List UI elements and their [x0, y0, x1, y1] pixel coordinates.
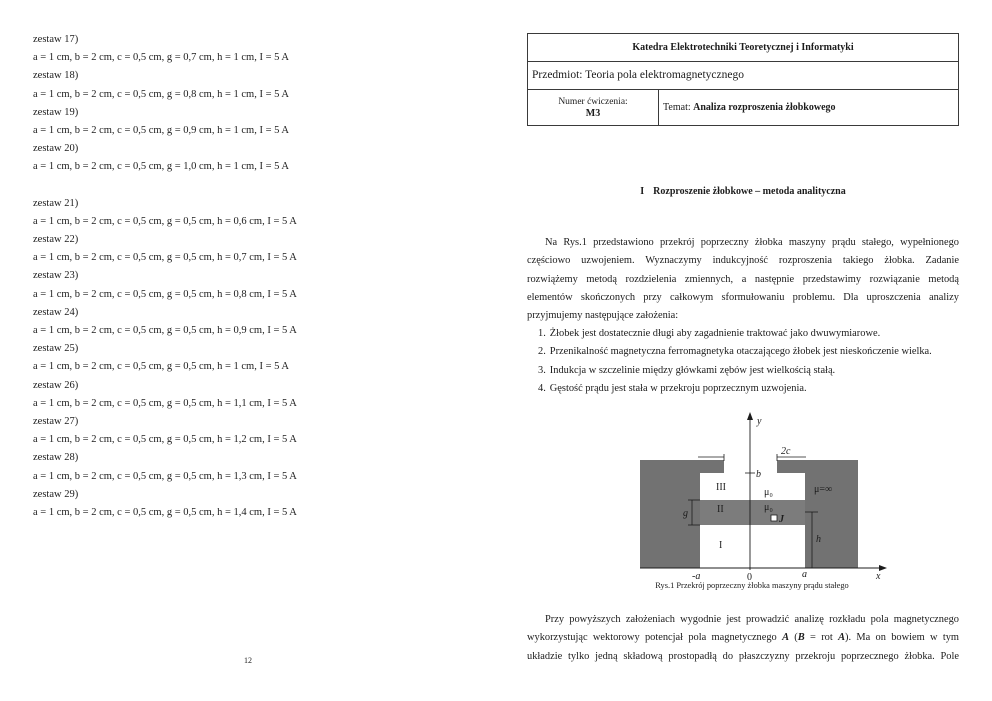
set-label: zestaw 28): [33, 452, 79, 464]
vector-potential-symbol: A: [782, 632, 789, 644]
paragraph-line: częściowo uzwojeniem. Wyznaczymy indukcyjność rozproszenia takiego żłobka. Zadanie: [527, 255, 959, 267]
left-tooth-tip: [700, 460, 724, 473]
exercise-cell: [528, 90, 659, 125]
list-item-number: 3.: [538, 364, 546, 376]
list-item: [538, 343, 932, 361]
set-label: zestaw 25): [33, 343, 79, 355]
paragraph-line: przyjmujemy następujące założenia:: [527, 310, 679, 321]
parameter-sets-list: [33, 31, 473, 522]
set-params: a = 1 cm, b = 2 cm, c = 0,5 cm, g = 0,5 cm, h = 1,2 cm, I = 5 A: [33, 434, 297, 446]
current-density-marker: [771, 515, 777, 521]
list-item: [538, 380, 932, 398]
list-item: [538, 325, 932, 343]
topic-value: Analiza rozproszenia żłobkowego: [693, 102, 836, 113]
list-item-text: Indukcja w szczelinie między główkami zębów jest wielkością stałą.: [549, 364, 836, 376]
exercise-number: M3: [585, 107, 601, 119]
set-label: zestaw 29): [33, 488, 79, 500]
set-label: zestaw 24): [33, 306, 79, 318]
region-2-band: [700, 500, 805, 525]
list-item-number: 2.: [538, 346, 546, 358]
vector-potential-symbol: A: [838, 632, 845, 644]
tick-label-minus-a: -a: [692, 571, 701, 582]
set-params: a = 1 cm, b = 2 cm, c = 0,5 cm, g = 0,5 cm, h = 0,6 cm, I = 5 A: [33, 215, 297, 227]
paragraph-text: ). Ma on bowiem w tym: [845, 632, 959, 644]
tick-label-a: a: [802, 569, 807, 580]
set-label: zestaw 20): [33, 143, 79, 155]
subject-line: Przedmiot: Teoria pola elektromagnetycznego: [528, 62, 958, 90]
dim-label-g: g: [683, 508, 688, 519]
paragraph-text: (: [789, 632, 798, 644]
set-label: zestaw 23): [33, 270, 79, 282]
paragraph-line: rozwiążemy metodą rozdzielenia zmiennych, a następnie przedstawimy rozwiązanie metodą: [527, 273, 959, 285]
set-params: a = 1 cm, b = 2 cm, c = 0,5 cm, g = 0,9 cm, h = 1 cm, I = 5 A: [33, 124, 289, 136]
flux-density-symbol: B: [797, 632, 805, 644]
set-label: zestaw 19): [33, 106, 79, 118]
set-params: a = 1 cm, b = 2 cm, c = 0,5 cm, g = 0,8 cm, h = 1 cm, I = 5 A: [33, 88, 289, 100]
exercise-meta-row: [528, 90, 958, 125]
dim-label-2c: 2c: [781, 446, 791, 457]
set-params: a = 1 cm, b = 2 cm, c = 0,5 cm, g = 0,5 cm, h = 1,3 cm, I = 5 A: [33, 470, 297, 482]
section-number: I: [640, 186, 645, 197]
assumptions-list: [538, 325, 932, 398]
y-axis-arrow: [747, 412, 753, 420]
paragraph-line: Przy powyższych założeniach wygodnie jest prowadzić analizę rozkładu pola magnetycznego: [545, 614, 959, 625]
set-params: a = 1 cm, b = 2 cm, c = 0,5 cm, g = 0,5 cm, h = 0,9 cm, I = 5 A: [33, 325, 297, 336]
exercise-label: Numer ćwiczenia:: [558, 96, 628, 107]
set-params: a = 1 cm, b = 2 cm, c = 0,5 cm, g = 0,7 cm, h = 1 cm, I = 5 A: [33, 52, 289, 64]
document-header-table: [527, 33, 959, 126]
mu-iron-label: μ=∞: [814, 484, 833, 495]
group-spacer: [33, 177, 473, 195]
section-title: Rozproszenie żłobkowe – metoda analityczna: [653, 186, 846, 197]
set-params: a = 1 cm, b = 2 cm, c = 0,5 cm, g = 0,5 cm, h = 1,4 cm, I = 5 A: [33, 506, 297, 518]
department-name: Katedra Elektrotechniki Teoretycznej i Informatyki: [528, 34, 958, 62]
set-label: zestaw 22): [33, 234, 79, 246]
topic-label: Temat:: [663, 102, 691, 113]
right-tooth-tip: [777, 460, 805, 473]
list-item-text: Przenikalność magnetyczna ferromagnetyka otaczającego żłobek jest nieskończenie wielka.: [549, 346, 932, 358]
paragraph-line: Na Rys.1 przedstawiono przekrój poprzeczny żłobka maszyny prądu stałego, wypełnionego: [545, 237, 959, 248]
list-item-number: 4.: [538, 382, 546, 394]
region-label-3: III: [716, 482, 726, 493]
set-params: a = 1 cm, b = 2 cm, c = 0,5 cm, g = 0,5 cm, h = 0,7 cm, I = 5 A: [33, 252, 297, 264]
set-label: zestaw 21): [33, 197, 79, 209]
analysis-paragraph: [527, 611, 959, 666]
set-label: zestaw 27): [33, 415, 79, 427]
mu-label-region-3: μ₀: [764, 487, 773, 498]
current-density-label: J: [779, 514, 784, 525]
paragraph-line: układzie tylko jedną składową prostopadłą do płaszczyzny przekroju poprzecznego żłobka. Pole: [527, 650, 959, 662]
section-heading: [527, 185, 959, 199]
y-axis-label: y: [757, 416, 762, 427]
set-params: a = 1 cm, b = 2 cm, c = 0,5 cm, g = 0,5 cm, h = 1,1 cm, I = 5 A: [33, 397, 297, 409]
figure-caption: Rys.1 Przekrój poprzeczny żłobka maszyny prądu stałego: [655, 581, 849, 590]
page-number: 12: [244, 656, 252, 665]
right-tooth: [805, 460, 858, 568]
x-axis-label: x: [876, 571, 881, 582]
paragraph-line: [527, 629, 959, 647]
set-params: a = 1 cm, b = 2 cm, c = 0,5 cm, g = 0,5 cm, h = 1 cm, I = 5 A: [33, 361, 289, 373]
set-params: a = 1 cm, b = 2 cm, c = 0,5 cm, g = 1,0 cm, h = 1 cm, I = 5 A: [33, 161, 289, 173]
list-item-text: Żłobek jest dostatecznie długi aby zagadnienie traktować jako dwuwymiarowe.: [549, 328, 881, 339]
slot-diagram: [620, 405, 895, 585]
list-item: [538, 362, 932, 380]
dim-label-h: h: [816, 534, 821, 545]
set-label: zestaw 26): [33, 379, 79, 391]
region-label-2: II: [717, 504, 724, 515]
mu-label-region-2: μ₀: [764, 502, 773, 513]
intro-paragraph: [527, 234, 959, 325]
slot-cross-section-figure: [620, 405, 895, 585]
dim-label-b: b: [756, 469, 761, 480]
paragraph-text: = rot: [804, 632, 839, 644]
list-item-text: Gęstość prądu jest stała w przekroju poprzecznym uzwojenia.: [549, 382, 807, 394]
tick-label-zero: 0: [747, 572, 752, 583]
set-label: zestaw 17): [33, 34, 79, 45]
set-params: a = 1 cm, b = 2 cm, c = 0,5 cm, g = 0,5 cm, h = 0,8 cm, I = 5 A: [33, 288, 297, 300]
left-tooth: [640, 460, 700, 568]
paragraph-text: wykorzystując wektorowy potencjał pola magnetycznego: [527, 632, 783, 644]
set-label: zestaw 18): [33, 70, 79, 82]
paragraph-line: elementów skończonych przy całkowym sformułowaniu problemu. Dla uproszczenia analizy: [527, 291, 959, 303]
list-item-number: 1.: [538, 328, 546, 339]
region-label-1: I: [719, 540, 723, 551]
topic-cell: [659, 90, 836, 125]
